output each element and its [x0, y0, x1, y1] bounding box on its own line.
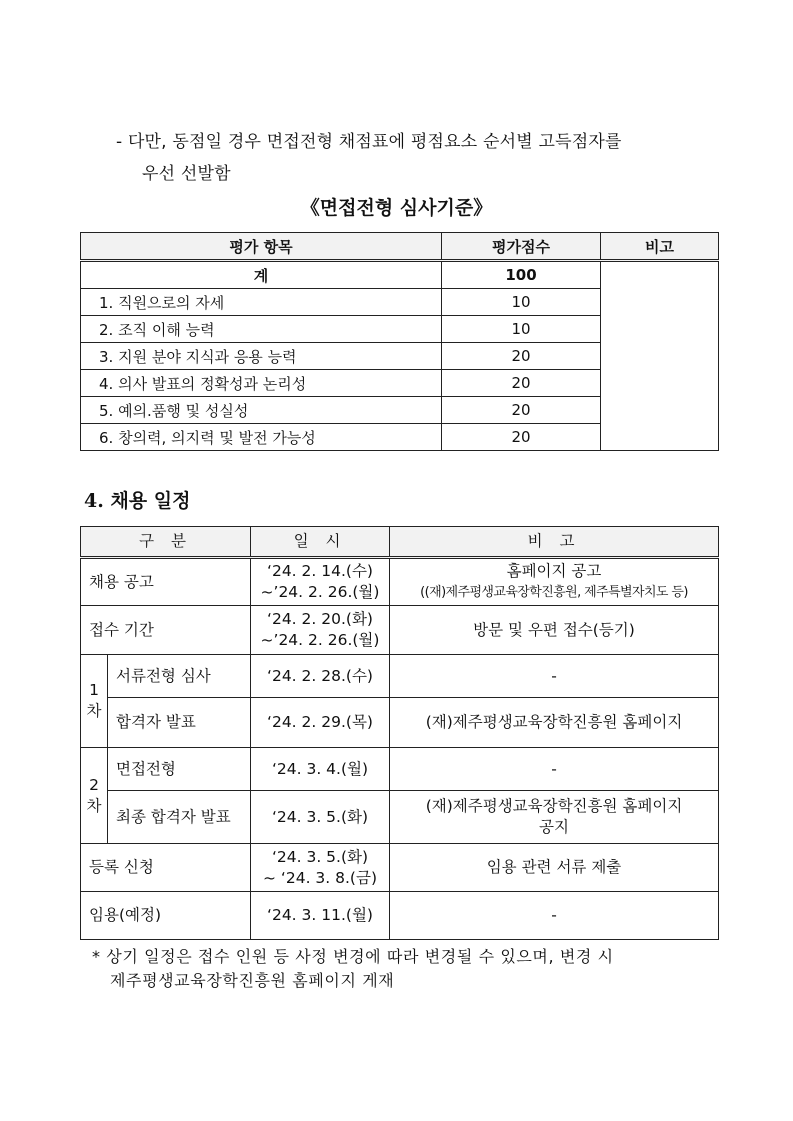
table-row: [81, 748, 719, 791]
note-line: (재)제주평생교육장학진흥원 홈페이지: [425, 797, 683, 815]
criteria-score: 20: [442, 424, 601, 451]
schedule-label: 접수 기간: [81, 606, 251, 655]
schedule-label: 합격자 발표: [108, 698, 251, 748]
schedule-footnote-line1: * 상기 일정은 접수 인원 등 사정 변경에 따라 변경될 수 있으며, 변경 시: [92, 947, 614, 966]
schedule-date: ‘24. 2. 28.(수): [251, 655, 390, 698]
schedule-note: [390, 558, 719, 606]
schedule-note: [390, 791, 719, 844]
criteria-table: [80, 232, 719, 451]
schedule-date: ‘24. 2. 29.(목): [251, 698, 390, 748]
schedule-note: 임용 관련 서류 제출: [390, 844, 719, 892]
schedule-date: ‘24. 3. 5.(화): [251, 791, 390, 844]
criteria-total-row: [81, 261, 719, 289]
schedule-note: -: [390, 655, 719, 698]
criteria-score: 20: [442, 397, 601, 424]
stage-2-label: 2 차: [81, 748, 108, 844]
tie-note-line2: 우선 선발함: [142, 164, 231, 184]
criteria-item: 2. 조직 이해 능력: [81, 316, 442, 343]
criteria-item: 1. 직원으로의 자세: [81, 289, 442, 316]
criteria-score: 10: [442, 316, 601, 343]
total-score: 100: [442, 261, 601, 289]
table-row: [81, 892, 719, 940]
header-score: 평가점수: [442, 233, 601, 261]
table-row: [81, 844, 719, 892]
header-note: 비 고: [390, 527, 719, 558]
criteria-header-row: [81, 233, 719, 261]
criteria-item: 5. 예의.품행 및 성실성: [81, 397, 442, 424]
schedule-table: [80, 526, 719, 940]
date-line: ‘24. 3. 5.(화): [271, 847, 369, 866]
remark-cell: [601, 261, 719, 451]
schedule-note: 방문 및 우편 접수(등기): [390, 606, 719, 655]
schedule-label: 최종 합격자 발표: [108, 791, 251, 844]
schedule-label: 임용(예정): [81, 892, 251, 940]
header-datetime: 일 시: [251, 527, 390, 558]
table-row: [81, 558, 719, 606]
date-line: ~ ‘24. 3. 8.(금): [263, 868, 377, 887]
date-line: ‘24. 2. 14.(수): [267, 562, 373, 580]
schedule-date: [251, 606, 390, 655]
schedule-note: (재)제주평생교육장학진흥원 홈페이지: [390, 698, 719, 748]
schedule-label: 등록 신청: [81, 844, 251, 892]
criteria-item: 6. 창의력, 의지력 및 발전 가능성: [81, 424, 442, 451]
header-remark: 비고: [601, 233, 719, 261]
criteria-score: 10: [442, 289, 601, 316]
criteria-item: 3. 지원 분야 지식과 응용 능력: [81, 343, 442, 370]
schedule-label: 채용 공고: [81, 558, 251, 606]
note-line: ((재)제주평생교육장학진흥원, 제주특별자치도 등): [420, 585, 688, 600]
table-row: [81, 655, 719, 698]
note-line: 홈페이지 공고: [506, 562, 602, 580]
table-row: [81, 606, 719, 655]
schedule-date: ‘24. 3. 11.(월): [251, 892, 390, 940]
date-line: ~’24. 2. 26.(월): [260, 631, 380, 649]
schedule-footnote-line2: 제주평생교육장학진흥원 홈페이지 게재: [110, 971, 395, 990]
schedule-note: -: [390, 892, 719, 940]
table-row: [81, 698, 719, 748]
section-title: 4. 채용 일정: [84, 490, 191, 512]
table-row: [81, 791, 719, 844]
schedule-label: 서류전형 심사: [108, 655, 251, 698]
note-line: 공지: [539, 818, 569, 836]
schedule-note: -: [390, 748, 719, 791]
criteria-title: 《면접전형 심사기준》: [300, 197, 493, 219]
schedule-date: [251, 844, 390, 892]
criteria-item: 4. 의사 발표의 정확성과 논리성: [81, 370, 442, 397]
schedule-label: 면접전형: [108, 748, 251, 791]
header-item: 평가 항목: [81, 233, 442, 261]
stage-1-label: 1 차: [81, 655, 108, 748]
criteria-score: 20: [442, 370, 601, 397]
tie-note-line1: - 다만, 동점일 경우 면접전형 채점표에 평점요소 순서별 고득점자를: [116, 132, 622, 152]
schedule-date: [251, 558, 390, 606]
schedule-date: ‘24. 3. 4.(월): [251, 748, 390, 791]
schedule-header-row: [81, 527, 719, 558]
date-line: ‘24. 2. 20.(화): [267, 610, 373, 628]
date-line: ~’24. 2. 26.(월): [260, 583, 380, 601]
header-category: 구 분: [81, 527, 251, 558]
total-label: 계: [81, 261, 442, 289]
criteria-score: 20: [442, 343, 601, 370]
